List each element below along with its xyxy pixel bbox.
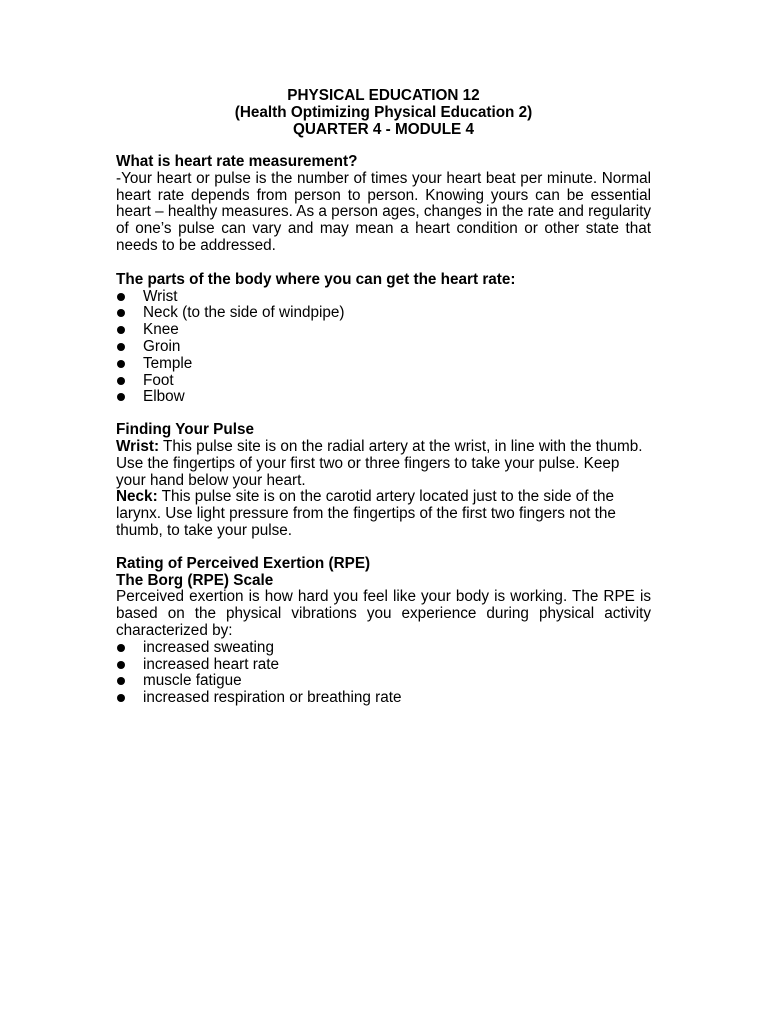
wrist-paragraph: [116, 439, 651, 489]
bullet-icon: [117, 343, 125, 351]
title-line-course: (Health Optimizing Physical Education 2): [234, 104, 533, 121]
heart-rate-heading: What is heart rate measurement?: [116, 153, 358, 170]
neck-label: Neck:: [116, 488, 158, 506]
bullet-icon: [117, 360, 125, 368]
list-item: Foot: [116, 373, 651, 390]
bullet-icon: [117, 644, 125, 652]
list-item: Groin: [116, 339, 651, 356]
rpe-section: [116, 556, 651, 707]
title-line-subject: PHYSICAL EDUCATION 12: [287, 87, 480, 104]
list-item: increased sweating: [116, 640, 651, 657]
bullet-icon: [117, 677, 125, 685]
list-item: muscle fatigue: [116, 673, 651, 690]
borg-scale-heading: The Borg (RPE) Scale: [116, 571, 274, 589]
document-page: [116, 87, 651, 707]
finding-pulse-section: [116, 422, 651, 540]
list-item: increased heart rate: [116, 657, 651, 674]
finding-pulse-heading: Finding Your Pulse: [116, 421, 254, 439]
neck-text: This pulse site is on the carotid artery located just to the side of the larynx. Use light pressure from the fingertips of the first two fingers not the thumb, to take your pulse.: [116, 488, 616, 539]
bullet-icon: [117, 326, 125, 334]
wrist-label: Wrist:: [116, 437, 160, 455]
list-item: Elbow: [116, 389, 651, 406]
rpe-heading: Rating of Perceived Exertion (RPE): [116, 554, 371, 572]
list-item: Temple: [116, 356, 651, 373]
body-parts-list: [116, 289, 651, 407]
list-item: increased respiration or breathing rate: [116, 690, 651, 707]
wrist-text: This pulse site is on the radial artery at the wrist, in line with the thumb. Use the fingertips of your first two or three fingers to take your pulse. Keep your hand below your heart.: [116, 437, 643, 489]
list-item: Knee: [116, 322, 651, 339]
list-item: Neck (to the side of windpipe): [116, 305, 651, 322]
body-parts-heading: The parts of the body where you can get the heart rate:: [116, 270, 516, 288]
rpe-list: [116, 640, 651, 707]
bullet-icon: [117, 661, 125, 669]
rpe-paragraph: Perceived exertion is how hard you feel like your body is working. The RPE is based on the physical vibrations you experience during physical activity characterized by:: [116, 588, 651, 639]
list-item: Wrist: [116, 289, 651, 306]
body-parts-section: [116, 272, 651, 406]
bullet-icon: [117, 393, 125, 401]
bullet-icon: [117, 377, 125, 385]
title-line-module: QUARTER 4 - MODULE 4: [292, 121, 475, 138]
document-title: [116, 87, 651, 138]
heart-rate-paragraph: -Your heart or pulse is the number of times your heart beat per minute. Normal heart rate depends from person to person. Knowing yours can be essential heart – healthy measures. As a person ages, changes in the rate and regularity of one’s pulse can vary and may mean a heart condition or other state that needs to be addressed.: [116, 169, 651, 254]
neck-paragraph: [116, 489, 651, 539]
bullet-icon: [117, 293, 125, 301]
bullet-icon: [117, 694, 125, 702]
bullet-icon: [117, 309, 125, 317]
heart-rate-section: [116, 154, 651, 255]
